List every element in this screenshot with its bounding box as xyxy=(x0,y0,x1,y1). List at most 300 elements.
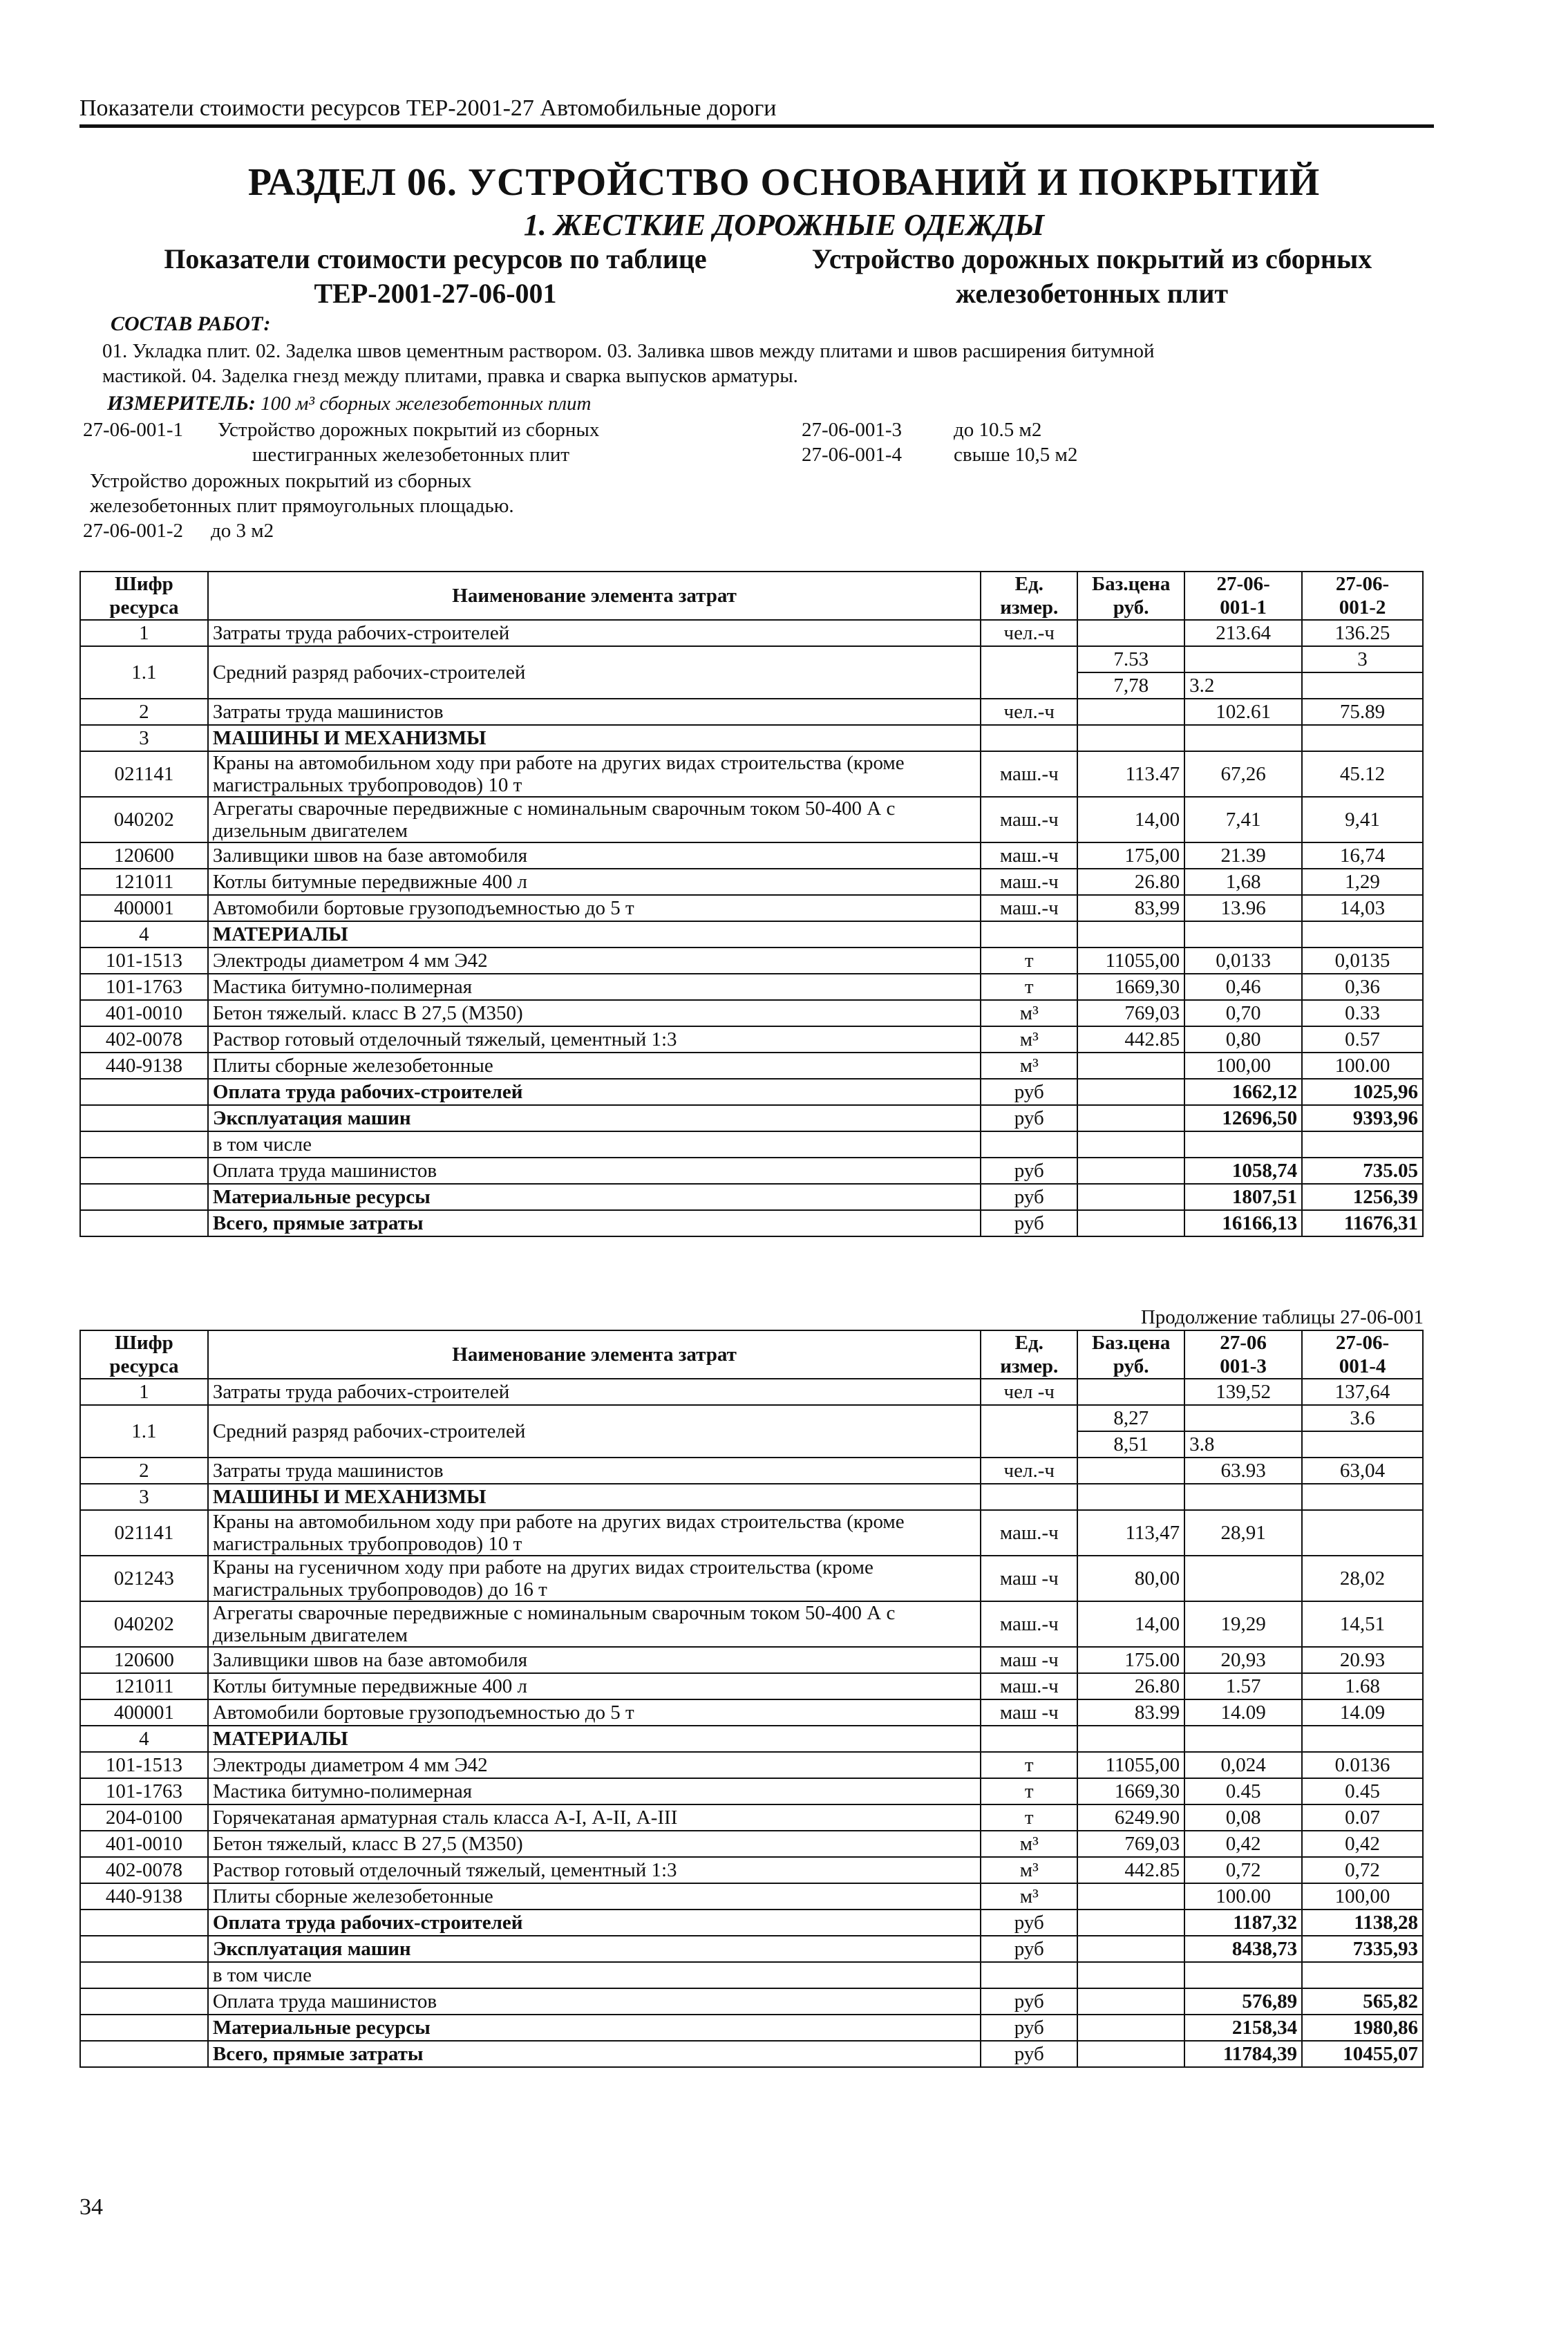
cell-price xyxy=(1077,1053,1184,1079)
table-row xyxy=(80,1857,1423,1883)
cell-name: Затраты труда машинистов xyxy=(208,699,981,725)
table-row xyxy=(80,797,1423,842)
summary-row xyxy=(80,1962,1423,1988)
col-code-header-line-2: ресурса xyxy=(109,596,179,619)
cell-unit: м³ xyxy=(981,1000,1077,1026)
cell-col-b xyxy=(1302,1431,1423,1458)
col-b-header xyxy=(1302,572,1423,620)
cell-price xyxy=(1077,1458,1184,1484)
cell-col-a xyxy=(1184,1556,1302,1601)
cell-code: 101-1763 xyxy=(80,974,208,1000)
cell-price xyxy=(1077,1988,1184,2015)
cell-col-b: 7335,93 xyxy=(1302,1936,1423,1962)
cell-unit xyxy=(981,1962,1077,1988)
cell-name: в том числе xyxy=(208,1962,981,1988)
cell-unit: м³ xyxy=(981,1883,1077,1910)
cell-unit: т xyxy=(981,1778,1077,1804)
col-price-header xyxy=(1077,1330,1184,1379)
cell-price: 6249.90 xyxy=(1077,1804,1184,1831)
work-text xyxy=(102,339,1415,388)
cell-col-a: 2158,34 xyxy=(1184,2015,1302,2041)
cell-col-b xyxy=(1302,725,1423,751)
cell-name: Оплата труда рабочих-строителей xyxy=(208,1079,981,1105)
cell-col-a: 3.8 xyxy=(1184,1431,1302,1458)
cell-name: МАТЕРИАЛЫ xyxy=(208,1726,981,1752)
meter-label: ИЗМЕРИТЕЛЬ: xyxy=(107,392,256,415)
cell-col-b: 1256,39 xyxy=(1302,1184,1423,1210)
col-b-header-line-2: 001-2 xyxy=(1339,596,1386,619)
work-text-line-1: 01. Укладка плит. 02. Заделка швов цементным раствором. 03. Заливка швов между плитами и швов расширения битумной xyxy=(102,340,1155,362)
cell-col-b xyxy=(1302,1510,1423,1556)
col-a-header xyxy=(1184,1330,1302,1379)
cell-unit: м³ xyxy=(981,1857,1077,1883)
col-unit-header-line-2: измер. xyxy=(1000,1355,1059,1377)
cell-name: Бетон тяжелый. класс В 27,5 (М350) xyxy=(208,1000,981,1026)
cell-code: 400001 xyxy=(80,895,208,921)
cell-col-b: 14.09 xyxy=(1302,1699,1423,1726)
code-1: 27-06-001-1 xyxy=(83,419,183,441)
cell-unit: м³ xyxy=(981,1053,1077,1079)
cell-name: Котлы битумные передвижные 400 л xyxy=(208,869,981,895)
cell-price: 769,03 xyxy=(1077,1000,1184,1026)
cell-name: Оплата труда машинистов xyxy=(208,1158,981,1184)
rank-row xyxy=(80,646,1423,672)
cell-col-a: 3.2 xyxy=(1184,672,1302,699)
col-unit-header-line-1: Ед. xyxy=(1014,1332,1043,1354)
table-row xyxy=(80,1778,1423,1804)
cell-code: 401-0010 xyxy=(80,1000,208,1026)
cell-price xyxy=(1077,1484,1184,1510)
cell-code xyxy=(80,1105,208,1131)
page-header: Показатели стоимости ресурсов ТЕР-2001-27 Автомобильные дороги xyxy=(79,95,1434,128)
cell-code: 402-0078 xyxy=(80,1026,208,1053)
cell-price: 7.53 xyxy=(1077,646,1184,672)
cell-col-b: 9393,96 xyxy=(1302,1105,1423,1131)
cell-col-a xyxy=(1184,1131,1302,1158)
cell-price xyxy=(1077,1210,1184,1236)
cell-col-a: 213.64 xyxy=(1184,620,1302,646)
cell-col-b: 75.89 xyxy=(1302,699,1423,725)
code-2-text: до 3 м2 xyxy=(211,520,274,542)
cell-price xyxy=(1077,1079,1184,1105)
cell-code xyxy=(80,1988,208,2015)
caption-left-line-2: ТЕР-2001-27-06-001 xyxy=(314,278,557,309)
meter-row xyxy=(107,391,591,416)
cell-name: МАШИНЫ И МЕХАНИЗМЫ xyxy=(208,1484,981,1510)
cell-unit: маш.-ч xyxy=(981,1510,1077,1556)
cell-name: Оплата труда рабочих-строителей xyxy=(208,1910,981,1936)
table-caption-left xyxy=(107,242,764,311)
work-label: СОСТАВ РАБОТ: xyxy=(111,312,271,335)
cell-unit: маш.-ч xyxy=(981,895,1077,921)
code-2: 27-06-001-2 xyxy=(83,520,183,542)
cell-code: 040202 xyxy=(80,1601,208,1647)
page-number: 34 xyxy=(79,2194,103,2220)
cell-col-a xyxy=(1184,1405,1302,1431)
cell-unit: маш.-ч xyxy=(981,1673,1077,1699)
subsection-title: 1. ЖЕСТКИЕ ДОРОЖНЫЕ ОДЕЖДЫ xyxy=(523,208,1045,242)
cell-unit: маш.-ч xyxy=(981,751,1077,797)
cell-col-b: 735.05 xyxy=(1302,1158,1423,1184)
cell-col-b: 1025,96 xyxy=(1302,1079,1423,1105)
cell-name: Краны на автомобильном ходу при работе на других видах строительства (кроме магистральных трубопроводов) 10 т xyxy=(208,751,981,797)
table-row xyxy=(80,974,1423,1000)
table-row xyxy=(80,1556,1423,1601)
cell-price: 11055,00 xyxy=(1077,948,1184,974)
cell-col-b: 20.93 xyxy=(1302,1647,1423,1673)
cell-col-a: 100,00 xyxy=(1184,1053,1302,1079)
table-row xyxy=(80,921,1423,948)
cell-name: Всего, прямые затраты xyxy=(208,2041,981,2067)
meter-text: 100 м³ сборных железобетонных плит xyxy=(261,393,592,415)
cell-col-b: 0.57 xyxy=(1302,1026,1423,1053)
cell-code: 2 xyxy=(80,1458,208,1484)
cell-unit: маш -ч xyxy=(981,1556,1077,1601)
cell-code xyxy=(80,1158,208,1184)
cell-price: 8,51 xyxy=(1077,1431,1184,1458)
cell-unit: руб xyxy=(981,2041,1077,2067)
cell-code: 040202 xyxy=(80,797,208,842)
rect-text-line-2: железобетонных плит прямоугольных площадью. xyxy=(90,495,514,517)
cell-code: 400001 xyxy=(80,1699,208,1726)
cell-col-a: 0,46 xyxy=(1184,974,1302,1000)
cell-col-a: 1.57 xyxy=(1184,1673,1302,1699)
col-unit-header-line-1: Ед. xyxy=(1014,573,1043,595)
col-code-header-line-2: ресурса xyxy=(109,1355,179,1377)
summary-row xyxy=(80,1210,1423,1236)
cell-name: Электроды диаметром 4 мм Э42 xyxy=(208,948,981,974)
rect-text-line-1: Устройство дорожных покрытий из сборных xyxy=(90,470,472,492)
cell-unit: м³ xyxy=(981,1026,1077,1053)
cell-unit: м³ xyxy=(981,1831,1077,1857)
cell-unit xyxy=(981,1405,1077,1458)
table-row xyxy=(80,1510,1423,1556)
cell-col-a: 21.39 xyxy=(1184,842,1302,869)
cell-code: 2 xyxy=(80,699,208,725)
section-title: РАЗДЕЛ 06. УСТРОЙСТВО ОСНОВАНИЙ И ПОКРЫТИЙ xyxy=(247,161,1321,204)
cell-code: 4 xyxy=(80,1726,208,1752)
table-row xyxy=(80,895,1423,921)
table-row xyxy=(80,699,1423,725)
cell-col-b: 137,64 xyxy=(1302,1379,1423,1405)
table-row xyxy=(80,1831,1423,1857)
cell-code: 101-1513 xyxy=(80,1752,208,1778)
cell-price: 14,00 xyxy=(1077,1601,1184,1647)
cell-col-b: 1980,86 xyxy=(1302,2015,1423,2041)
code-3-text: до 10.5 м2 xyxy=(954,419,1042,441)
cell-code: 204-0100 xyxy=(80,1804,208,1831)
cell-name: Агрегаты сварочные передвижные с номинальным сварочным током 50-400 А с дизельным двигателем xyxy=(208,1601,981,1647)
cell-price: 8,27 xyxy=(1077,1405,1184,1431)
cell-unit: руб xyxy=(981,1988,1077,2015)
cell-col-a: 13.96 xyxy=(1184,895,1302,921)
cell-price: 442.85 xyxy=(1077,1857,1184,1883)
cell-unit: руб xyxy=(981,1210,1077,1236)
cell-name: Мастика битумно-полимерная xyxy=(208,1778,981,1804)
table-row xyxy=(80,1484,1423,1510)
table-row xyxy=(80,1379,1423,1405)
cell-col-a: 63.93 xyxy=(1184,1458,1302,1484)
cell-col-a: 20,93 xyxy=(1184,1647,1302,1673)
cell-code: 021243 xyxy=(80,1556,208,1601)
col-unit-header xyxy=(981,1330,1077,1379)
col-name-header: Наименование элемента затрат xyxy=(208,1330,981,1379)
col-price-header-line-2: руб. xyxy=(1113,596,1149,619)
cell-name: Автомобили бортовые грузоподъемностью до 5 т xyxy=(208,1699,981,1726)
cell-name: Мастика битумно-полимерная xyxy=(208,974,981,1000)
cell-price xyxy=(1077,2015,1184,2041)
cell-code: 401-0010 xyxy=(80,1831,208,1857)
cell-unit: чел.-ч xyxy=(981,1458,1077,1484)
cell-col-b: 11676,31 xyxy=(1302,1210,1423,1236)
cell-col-a: 1,68 xyxy=(1184,869,1302,895)
cell-name: Средний разряд рабочих-строителей xyxy=(208,646,981,699)
cell-price xyxy=(1077,1910,1184,1936)
cell-name: Котлы битумные передвижные 400 л xyxy=(208,1673,981,1699)
cell-code xyxy=(80,2041,208,2067)
cell-price xyxy=(1077,1131,1184,1158)
cell-name: Затраты труда машинистов xyxy=(208,1458,981,1484)
cell-price xyxy=(1077,1158,1184,1184)
cell-col-a: 11784,39 xyxy=(1184,2041,1302,2067)
col-b-header-line-2: 001-4 xyxy=(1339,1355,1386,1377)
cell-name: Затраты труда рабочих-строителей xyxy=(208,1379,981,1405)
cell-unit: т xyxy=(981,948,1077,974)
cell-price: 7,78 xyxy=(1077,672,1184,699)
summary-row xyxy=(80,1910,1423,1936)
cell-name: Заливщики швов на базе автомобиля xyxy=(208,842,981,869)
cell-unit: чел -ч xyxy=(981,1379,1077,1405)
table-row xyxy=(80,751,1423,797)
col-code-header-line-1: Шифр xyxy=(115,573,173,595)
cell-col-b: 0.07 xyxy=(1302,1804,1423,1831)
cell-code xyxy=(80,1131,208,1158)
table-row xyxy=(80,842,1423,869)
cell-unit xyxy=(981,1131,1077,1158)
cell-col-b xyxy=(1302,1484,1423,1510)
cell-col-b: 28,02 xyxy=(1302,1556,1423,1601)
summary-row xyxy=(80,2015,1423,2041)
col-b-header-line-1: 27-06- xyxy=(1335,1332,1390,1354)
cell-unit: руб xyxy=(981,1158,1077,1184)
table-row xyxy=(80,1673,1423,1699)
table-row xyxy=(80,725,1423,751)
cell-code xyxy=(80,2015,208,2041)
summary-row xyxy=(80,1988,1423,2015)
cell-unit: т xyxy=(981,974,1077,1000)
cell-name: Горячекатаная арматурная сталь класса А-I, А-II, А-III xyxy=(208,1804,981,1831)
cell-col-b: 0,72 xyxy=(1302,1857,1423,1883)
col-price-header-line-1: Баз.цена xyxy=(1092,1332,1171,1354)
cell-col-a: 12696,50 xyxy=(1184,1105,1302,1131)
cell-price xyxy=(1077,1184,1184,1210)
cell-name: Краны на автомобильном ходу при работе на других видах строительства (кроме магистральных трубопроводов) 10 т xyxy=(208,1510,981,1556)
code-1-text-line-1: Устройство дорожных покрытий из сборных xyxy=(218,419,600,441)
cell-price xyxy=(1077,1936,1184,1962)
summary-row xyxy=(80,2041,1423,2067)
cell-col-a xyxy=(1184,646,1302,672)
col-a-header-line-2: 001-1 xyxy=(1220,596,1267,619)
col-a-header-line-1: 27-06- xyxy=(1216,573,1270,595)
summary-row xyxy=(80,1936,1423,1962)
col-a-header-line-2: 001-3 xyxy=(1220,1355,1267,1377)
cell-col-b: 14,51 xyxy=(1302,1601,1423,1647)
cell-col-b: 16,74 xyxy=(1302,842,1423,869)
summary-row xyxy=(80,1105,1423,1131)
cell-unit: маш -ч xyxy=(981,1699,1077,1726)
cell-code xyxy=(80,1079,208,1105)
cell-name: МАШИНЫ И МЕХАНИЗМЫ xyxy=(208,725,981,751)
cell-col-a: 16166,13 xyxy=(1184,1210,1302,1236)
cell-unit: маш.-ч xyxy=(981,842,1077,869)
cell-col-a: 7,41 xyxy=(1184,797,1302,842)
resource-table-2 xyxy=(79,1330,1424,2068)
cell-col-a: 8438,73 xyxy=(1184,1936,1302,1962)
cell-price xyxy=(1077,1105,1184,1131)
cell-name: Материальные ресурсы xyxy=(208,1184,981,1210)
cell-unit xyxy=(981,921,1077,948)
cell-col-b xyxy=(1302,672,1423,699)
cell-unit: руб xyxy=(981,1910,1077,1936)
cell-name: Заливщики швов на базе автомобиля xyxy=(208,1647,981,1673)
cell-price: 769,03 xyxy=(1077,1831,1184,1857)
cell-col-a: 0,70 xyxy=(1184,1000,1302,1026)
cell-code: 1 xyxy=(80,620,208,646)
resource-table-1 xyxy=(79,571,1424,1237)
cell-code xyxy=(80,1210,208,1236)
cell-col-b: 100.00 xyxy=(1302,1053,1423,1079)
cell-col-b: 565,82 xyxy=(1302,1988,1423,2015)
col-code-header-line-1: Шифр xyxy=(115,1332,173,1354)
caption-right-line-2: железобетонных плит xyxy=(955,278,1229,309)
col-unit-header-line-2: измер. xyxy=(1000,596,1059,619)
cell-col-b: 0,0135 xyxy=(1302,948,1423,974)
cell-col-a: 1662,12 xyxy=(1184,1079,1302,1105)
cell-name: Эксплуатация машин xyxy=(208,1105,981,1131)
cell-name: в том числе xyxy=(208,1131,981,1158)
cell-code: 4 xyxy=(80,921,208,948)
cell-col-b: 1,29 xyxy=(1302,869,1423,895)
code-1-text-line-2: шестигранных железобетонных плит xyxy=(252,444,570,466)
cell-col-b xyxy=(1302,1726,1423,1752)
cell-code: 440-9138 xyxy=(80,1883,208,1910)
col-a-header-line-1: 27-06 xyxy=(1220,1332,1267,1354)
rect-text xyxy=(90,469,514,518)
cell-col-a xyxy=(1184,921,1302,948)
col-name-header: Наименование элемента затрат xyxy=(208,572,981,620)
cell-name: Материальные ресурсы xyxy=(208,2015,981,2041)
col-unit-header xyxy=(981,572,1077,620)
cell-col-a: 0,80 xyxy=(1184,1026,1302,1053)
table-row xyxy=(80,620,1423,646)
cell-col-b xyxy=(1302,1962,1423,1988)
cell-code: 1.1 xyxy=(80,646,208,699)
cell-code: 101-1513 xyxy=(80,948,208,974)
cell-price: 175.00 xyxy=(1077,1647,1184,1673)
cell-name: Автомобили бортовые грузоподъемностью до 5 т xyxy=(208,895,981,921)
cell-unit: руб xyxy=(981,1936,1077,1962)
summary-row xyxy=(80,1079,1423,1105)
cell-code: 121011 xyxy=(80,1673,208,1699)
cell-col-a: 100.00 xyxy=(1184,1883,1302,1910)
cell-col-a: 102.61 xyxy=(1184,699,1302,725)
cell-price: 11055,00 xyxy=(1077,1752,1184,1778)
cell-col-b xyxy=(1302,921,1423,948)
cell-name: Раствор готовый отделочный тяжелый, цементный 1:3 xyxy=(208,1857,981,1883)
cell-col-b xyxy=(1302,1131,1423,1158)
cell-unit: маш.-ч xyxy=(981,797,1077,842)
cell-name: Плиты сборные железобетонные xyxy=(208,1053,981,1079)
cell-col-b: 0.45 xyxy=(1302,1778,1423,1804)
cell-col-b: 45.12 xyxy=(1302,751,1423,797)
cell-unit: маш.-ч xyxy=(981,869,1077,895)
cell-unit: руб xyxy=(981,1079,1077,1105)
cell-code: 440-9138 xyxy=(80,1053,208,1079)
cell-col-b: 63,04 xyxy=(1302,1458,1423,1484)
cell-name: Средний разряд рабочих-строителей xyxy=(208,1405,981,1458)
cell-unit: т xyxy=(981,1752,1077,1778)
cell-col-a: 0,0133 xyxy=(1184,948,1302,974)
table-row xyxy=(80,1000,1423,1026)
cell-unit: руб xyxy=(981,1184,1077,1210)
code-4: 27-06-001-4 xyxy=(802,444,902,466)
cell-price xyxy=(1077,1379,1184,1405)
cell-code: 120600 xyxy=(80,1647,208,1673)
col-a-header xyxy=(1184,572,1302,620)
cell-col-a: 576,89 xyxy=(1184,1988,1302,2015)
cell-name: Плиты сборные железобетонные xyxy=(208,1883,981,1910)
col-code-header xyxy=(80,572,208,620)
cell-code xyxy=(80,1184,208,1210)
table-row xyxy=(80,1053,1423,1079)
cell-col-a: 67,26 xyxy=(1184,751,1302,797)
col-price-header xyxy=(1077,572,1184,620)
cell-name: Бетон тяжелый, класс В 27,5 (М350) xyxy=(208,1831,981,1857)
cell-price xyxy=(1077,1726,1184,1752)
table-row xyxy=(80,869,1423,895)
cell-col-b: 10455,07 xyxy=(1302,2041,1423,2067)
caption-right-line-1: Устройство дорожных покрытий из сборных xyxy=(811,243,1372,274)
cell-price xyxy=(1077,725,1184,751)
cell-unit: маш.-ч xyxy=(981,1601,1077,1647)
cell-unit: чел.-ч xyxy=(981,699,1077,725)
cell-name: Агрегаты сварочные передвижные с номинальным сварочным током 50-400 А с дизельным двигателем xyxy=(208,797,981,842)
table-row xyxy=(80,1647,1423,1673)
cell-col-b: 1138,28 xyxy=(1302,1910,1423,1936)
table-row xyxy=(80,948,1423,974)
rank-row xyxy=(80,1405,1423,1431)
cell-col-b: 3.6 xyxy=(1302,1405,1423,1431)
cell-col-b: 0.0136 xyxy=(1302,1752,1423,1778)
cell-col-b: 0,36 xyxy=(1302,974,1423,1000)
cell-code: 021141 xyxy=(80,1510,208,1556)
cell-code xyxy=(80,1962,208,1988)
cell-col-a: 0,42 xyxy=(1184,1831,1302,1857)
continuation-note: Продолжение таблицы 27-06-001 xyxy=(1140,1306,1424,1328)
cell-unit: т xyxy=(981,1804,1077,1831)
cell-price: 80,00 xyxy=(1077,1556,1184,1601)
cell-unit xyxy=(981,646,1077,699)
code-3: 27-06-001-3 xyxy=(802,419,902,441)
cell-code: 3 xyxy=(80,1484,208,1510)
summary-row xyxy=(80,1131,1423,1158)
cell-price: 1669,30 xyxy=(1077,1778,1184,1804)
cell-price: 26.80 xyxy=(1077,869,1184,895)
cell-col-b: 100,00 xyxy=(1302,1883,1423,1910)
cell-price xyxy=(1077,1962,1184,1988)
cell-col-a: 28,91 xyxy=(1184,1510,1302,1556)
table-caption-right xyxy=(788,242,1396,311)
